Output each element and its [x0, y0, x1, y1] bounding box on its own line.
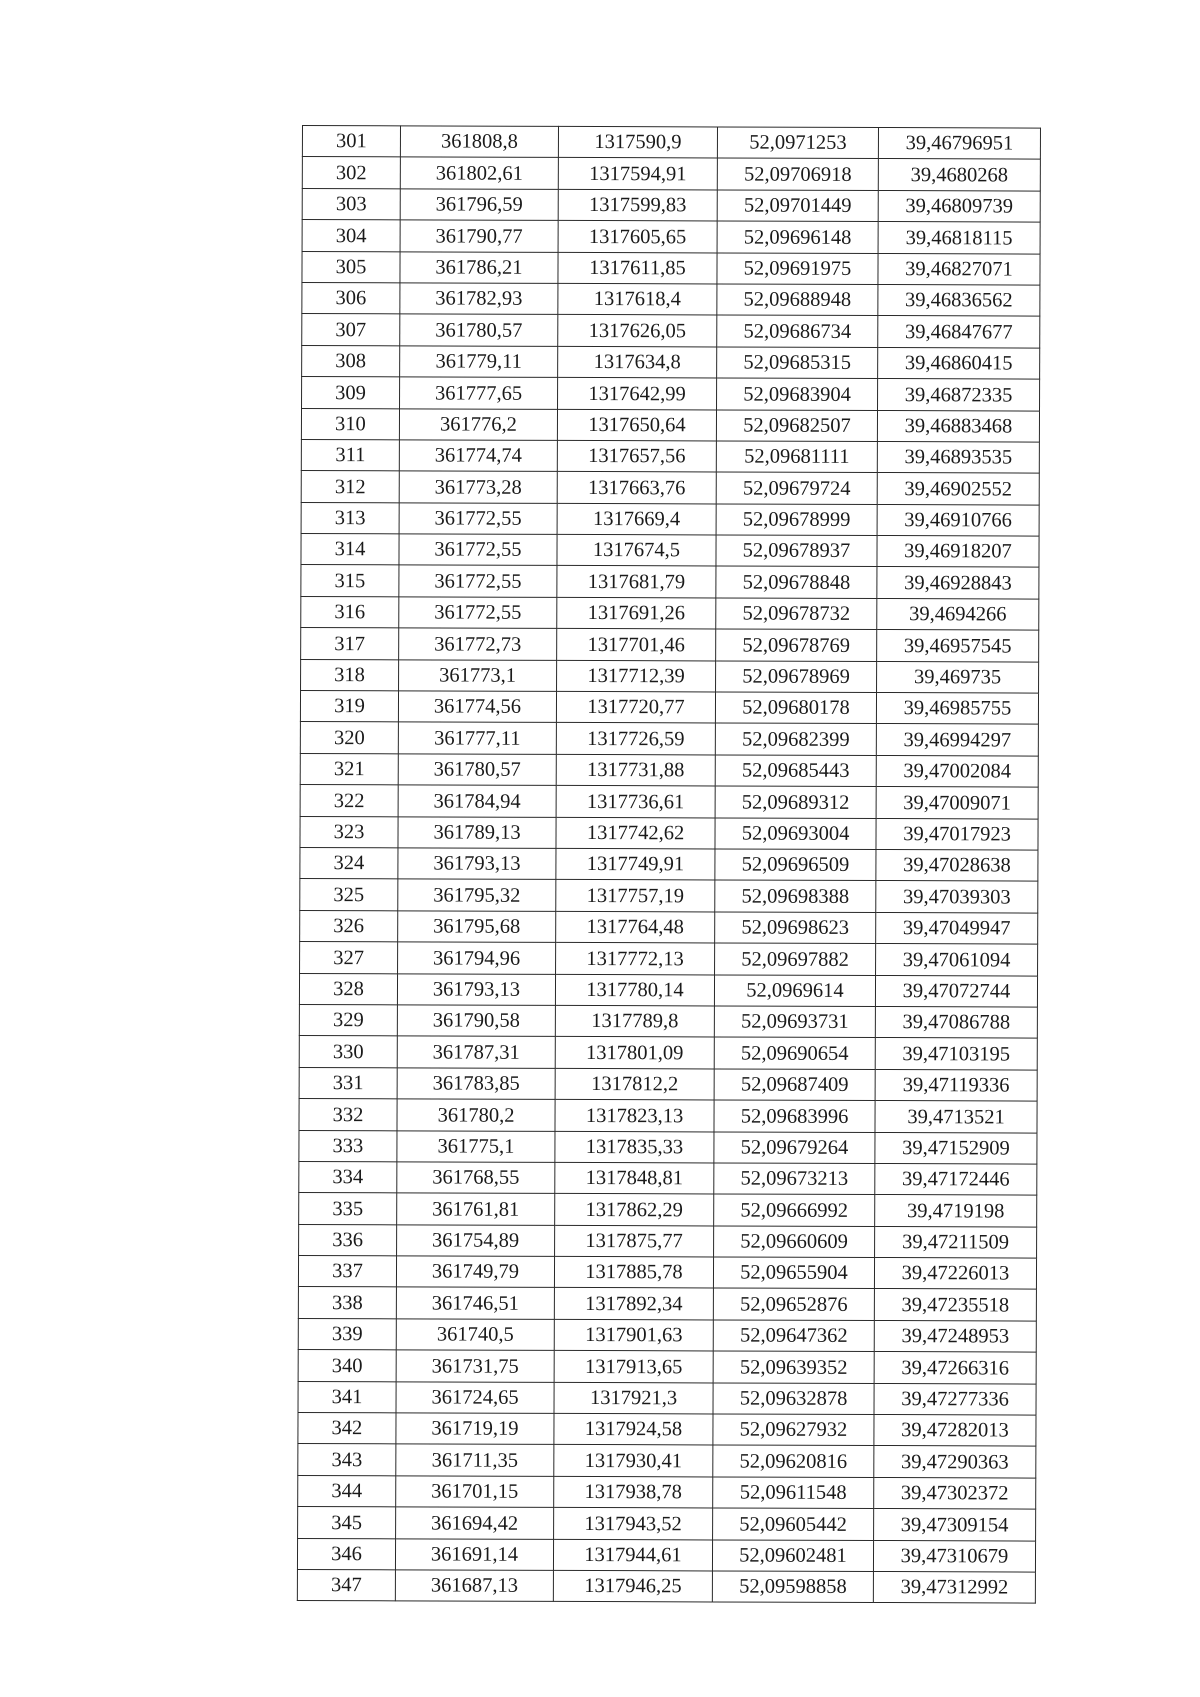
x-coordinate-cell: 361719,19: [396, 1413, 554, 1445]
y-coordinate-cell: 1317731,88: [556, 754, 715, 786]
longitude-cell: 39,46860415: [878, 347, 1040, 379]
point-number-cell: 334: [299, 1161, 397, 1193]
latitude-cell: 52,09678969: [716, 661, 877, 693]
longitude-cell: 39,47282013: [874, 1415, 1036, 1447]
latitude-cell: 52,09678848: [716, 566, 877, 598]
longitude-cell: 39,46836562: [878, 284, 1040, 316]
x-coordinate-cell: 361773,1: [399, 659, 557, 691]
y-coordinate-cell: 1317892,34: [554, 1288, 713, 1320]
latitude-cell: 52,09693731: [714, 1006, 875, 1038]
latitude-cell: 52,09673213: [714, 1163, 875, 1195]
latitude-cell: 52,09697882: [715, 943, 876, 975]
latitude-cell: 52,09678732: [716, 598, 877, 630]
y-coordinate-cell: 1317862,29: [555, 1194, 714, 1226]
table-row: [298, 1256, 1036, 1290]
table-row: [302, 345, 1040, 379]
longitude-cell: 39,46985755: [876, 693, 1038, 725]
x-coordinate-cell: 361780,57: [400, 314, 558, 346]
latitude-cell: 52,09652876: [713, 1288, 874, 1320]
table-row: [298, 1444, 1036, 1478]
y-coordinate-cell: 1317720,77: [556, 691, 715, 723]
y-coordinate-cell: 1317848,81: [555, 1162, 714, 1194]
latitude-cell: 52,0969614: [714, 974, 875, 1006]
point-number-cell: 347: [297, 1569, 395, 1601]
table-row: [302, 314, 1040, 348]
point-number-cell: 318: [301, 659, 399, 691]
y-coordinate-cell: 1317669,4: [557, 503, 716, 535]
table-row: [302, 377, 1040, 411]
table-row: [302, 188, 1040, 222]
longitude-cell: 39,47302372: [874, 1477, 1036, 1509]
table-row: [301, 439, 1039, 473]
latitude-cell: 52,09686734: [717, 315, 878, 347]
point-number-cell: 315: [301, 565, 399, 597]
x-coordinate-cell: 361694,42: [396, 1507, 554, 1539]
y-coordinate-cell: 1317913,65: [554, 1351, 713, 1383]
table-row: [300, 785, 1038, 819]
y-coordinate-cell: 1317701,46: [557, 629, 716, 661]
y-coordinate-cell: 1317924,58: [554, 1413, 713, 1445]
longitude-cell: 39,46918207: [877, 536, 1039, 568]
x-coordinate-cell: 361731,75: [396, 1350, 554, 1382]
table-row: [300, 942, 1038, 976]
longitude-cell: 39,47086788: [875, 1006, 1037, 1038]
latitude-cell: 52,09682399: [715, 723, 876, 755]
longitude-cell: 39,46809739: [878, 190, 1040, 222]
x-coordinate-cell: 361786,21: [400, 251, 558, 283]
table-row: [298, 1350, 1036, 1384]
x-coordinate-cell: 361774,56: [398, 691, 556, 723]
coordinates-table-body: [297, 126, 1040, 1604]
y-coordinate-cell: 1317875,77: [555, 1225, 714, 1257]
x-coordinate-cell: 361794,96: [398, 942, 556, 974]
point-number-cell: 333: [299, 1130, 397, 1162]
latitude-cell: 52,09698388: [715, 880, 876, 912]
point-number-cell: 343: [298, 1444, 396, 1476]
x-coordinate-cell: 361776,2: [399, 408, 557, 440]
x-coordinate-cell: 361787,31: [397, 1036, 555, 1068]
latitude-cell: 52,09681111: [716, 441, 877, 473]
longitude-cell: 39,47028638: [876, 849, 1038, 881]
longitude-cell: 39,46893535: [877, 441, 1039, 473]
longitude-cell: 39,47061094: [876, 944, 1038, 976]
y-coordinate-cell: 1317657,56: [557, 440, 716, 472]
y-coordinate-cell: 1317780,14: [555, 974, 714, 1006]
longitude-cell: 39,47002084: [876, 755, 1038, 787]
point-number-cell: 307: [302, 314, 400, 346]
latitude-cell: 52,09691975: [717, 253, 878, 285]
point-number-cell: 305: [302, 251, 400, 283]
point-number-cell: 327: [300, 942, 398, 974]
y-coordinate-cell: 1317681,79: [557, 566, 716, 598]
y-coordinate-cell: 1317605,65: [558, 221, 717, 253]
longitude-cell: 39,47039303: [876, 881, 1038, 913]
point-number-cell: 322: [300, 785, 398, 817]
x-coordinate-cell: 361802,61: [400, 157, 558, 189]
latitude-cell: 52,09696509: [715, 849, 876, 881]
longitude-cell: 39,46902552: [877, 473, 1039, 505]
y-coordinate-cell: 1317611,85: [558, 252, 717, 284]
latitude-cell: 52,09696148: [717, 221, 878, 253]
x-coordinate-cell: 361795,32: [398, 879, 556, 911]
table-row: [300, 879, 1038, 913]
latitude-cell: 52,09678999: [716, 504, 877, 536]
y-coordinate-cell: 1317742,62: [556, 817, 715, 849]
point-number-cell: 311: [301, 439, 399, 471]
x-coordinate-cell: 361754,89: [397, 1225, 555, 1257]
x-coordinate-cell: 361691,14: [395, 1538, 553, 1570]
point-number-cell: 326: [300, 910, 398, 942]
table-row: [300, 722, 1038, 756]
longitude-cell: 39,46818115: [878, 222, 1040, 254]
x-coordinate-cell: 361768,55: [397, 1162, 555, 1194]
table-row: [301, 408, 1039, 442]
point-number-cell: 342: [298, 1413, 396, 1445]
x-coordinate-cell: 361746,51: [396, 1287, 554, 1319]
y-coordinate-cell: 1317930,41: [554, 1445, 713, 1477]
longitude-cell: 39,47226013: [874, 1258, 1036, 1290]
table-row: [301, 471, 1039, 505]
x-coordinate-cell: 361711,35: [396, 1444, 554, 1476]
latitude-cell: 52,09598858: [712, 1571, 873, 1603]
longitude-cell: 39,46872335: [878, 379, 1040, 411]
latitude-cell: 52,09611548: [713, 1477, 874, 1509]
longitude-cell: 39,47172446: [875, 1163, 1037, 1195]
latitude-cell: 52,09682507: [716, 409, 877, 441]
x-coordinate-cell: 361784,94: [398, 785, 556, 817]
latitude-cell: 52,09685443: [715, 755, 876, 787]
x-coordinate-cell: 361796,59: [400, 189, 558, 221]
x-coordinate-cell: 361687,13: [395, 1570, 553, 1602]
point-number-cell: 339: [298, 1318, 396, 1350]
latitude-cell: 52,09647362: [713, 1320, 874, 1352]
y-coordinate-cell: 1317944,61: [553, 1539, 712, 1571]
point-number-cell: 329: [299, 1004, 397, 1036]
x-coordinate-cell: 361780,2: [397, 1099, 555, 1131]
longitude-cell: 39,46796951: [878, 128, 1040, 160]
latitude-cell: 52,09679264: [714, 1131, 875, 1163]
longitude-cell: 39,47211509: [875, 1226, 1037, 1258]
point-number-cell: 337: [298, 1256, 396, 1288]
point-number-cell: 344: [298, 1475, 396, 1507]
point-number-cell: 314: [301, 534, 399, 566]
table-row: [301, 628, 1039, 662]
x-coordinate-cell: 361772,55: [399, 534, 557, 566]
x-coordinate-cell: 361808,8: [400, 126, 558, 158]
point-number-cell: 332: [299, 1099, 397, 1131]
point-number-cell: 325: [300, 879, 398, 911]
point-number-cell: 308: [302, 345, 400, 377]
longitude-cell: 39,47290363: [874, 1446, 1036, 1478]
latitude-cell: 52,09655904: [713, 1257, 874, 1289]
longitude-cell: 39,4694266: [877, 598, 1039, 630]
longitude-cell: 39,47312992: [873, 1571, 1035, 1603]
coordinates-table: [297, 125, 1041, 1604]
point-number-cell: 301: [302, 126, 400, 158]
table-row: [301, 502, 1039, 536]
table-row: [301, 659, 1039, 693]
x-coordinate-cell: 361773,28: [399, 471, 557, 503]
point-number-cell: 328: [299, 973, 397, 1005]
longitude-cell: 39,47248953: [874, 1320, 1036, 1352]
table-row: [297, 1569, 1035, 1603]
longitude-cell: 39,47103195: [875, 1038, 1037, 1070]
x-coordinate-cell: 361793,13: [398, 848, 556, 880]
point-number-cell: 336: [299, 1224, 397, 1256]
table-row: [299, 1193, 1037, 1227]
y-coordinate-cell: 1317594,91: [558, 158, 717, 190]
x-coordinate-cell: 361795,68: [398, 911, 556, 943]
point-number-cell: 346: [297, 1538, 395, 1570]
y-coordinate-cell: 1317590,9: [558, 126, 717, 158]
longitude-cell: 39,46847677: [878, 316, 1040, 348]
latitude-cell: 52,09680178: [715, 692, 876, 724]
point-number-cell: 310: [301, 408, 399, 440]
y-coordinate-cell: 1317642,99: [558, 378, 717, 410]
table-row: [299, 1099, 1037, 1133]
y-coordinate-cell: 1317674,5: [557, 534, 716, 566]
point-number-cell: 340: [298, 1350, 396, 1382]
table-row: [299, 973, 1037, 1007]
y-coordinate-cell: 1317663,76: [557, 472, 716, 504]
x-coordinate-cell: 361790,77: [400, 220, 558, 252]
table-row: [301, 596, 1039, 630]
y-coordinate-cell: 1317789,8: [555, 1005, 714, 1037]
point-number-cell: 341: [298, 1381, 396, 1413]
latitude-cell: 52,09627932: [713, 1414, 874, 1446]
table-row: [302, 220, 1040, 254]
y-coordinate-cell: 1317764,48: [556, 911, 715, 943]
table-row: [298, 1413, 1036, 1447]
point-number-cell: 317: [301, 628, 399, 660]
table-row: [300, 910, 1038, 944]
y-coordinate-cell: 1317618,4: [558, 283, 717, 315]
x-coordinate-cell: 361772,55: [399, 597, 557, 629]
latitude-cell: 52,0971253: [717, 127, 878, 159]
y-coordinate-cell: 1317835,33: [555, 1131, 714, 1163]
y-coordinate-cell: 1317885,78: [554, 1256, 713, 1288]
table-row: [300, 753, 1038, 787]
table-row: [298, 1507, 1036, 1541]
y-coordinate-cell: 1317772,13: [556, 943, 715, 975]
latitude-cell: 52,09706918: [717, 158, 878, 190]
longitude-cell: 39,46994297: [876, 724, 1038, 756]
point-number-cell: 319: [300, 691, 398, 723]
table-row: [300, 847, 1038, 881]
latitude-cell: 52,09605442: [713, 1508, 874, 1540]
x-coordinate-cell: 361793,13: [397, 973, 555, 1005]
longitude-cell: 39,4680268: [878, 159, 1040, 191]
longitude-cell: 39,46883468: [877, 410, 1039, 442]
longitude-cell: 39,47266316: [874, 1352, 1036, 1384]
point-number-cell: 320: [300, 722, 398, 754]
latitude-cell: 52,09689312: [715, 786, 876, 818]
longitude-cell: 39,46910766: [877, 504, 1039, 536]
point-number-cell: 330: [299, 1036, 397, 1068]
y-coordinate-cell: 1317736,61: [556, 786, 715, 818]
y-coordinate-cell: 1317921,3: [554, 1382, 713, 1414]
x-coordinate-cell: 361790,58: [397, 1005, 555, 1037]
longitude-cell: 39,4719198: [875, 1195, 1037, 1227]
y-coordinate-cell: 1317757,19: [556, 880, 715, 912]
point-number-cell: 345: [298, 1507, 396, 1539]
point-number-cell: 304: [302, 220, 400, 252]
latitude-cell: 52,09688948: [717, 284, 878, 316]
table-row: [302, 157, 1040, 191]
latitude-cell: 52,09690654: [714, 1037, 875, 1069]
longitude-cell: 39,47049947: [876, 912, 1038, 944]
point-number-cell: 331: [299, 1067, 397, 1099]
x-coordinate-cell: 361724,65: [396, 1381, 554, 1413]
x-coordinate-cell: 361777,65: [400, 377, 558, 409]
point-number-cell: 313: [301, 502, 399, 534]
table-row: [298, 1318, 1036, 1352]
x-coordinate-cell: 361782,93: [400, 283, 558, 315]
longitude-cell: 39,47119336: [875, 1069, 1037, 1101]
table-row: [299, 1130, 1037, 1164]
table-row: [301, 565, 1039, 599]
point-number-cell: 324: [300, 847, 398, 879]
table-row: [297, 1538, 1035, 1572]
x-coordinate-cell: 361701,15: [396, 1476, 554, 1508]
y-coordinate-cell: 1317599,83: [558, 189, 717, 221]
x-coordinate-cell: 361772,55: [399, 565, 557, 597]
x-coordinate-cell: 361775,1: [397, 1130, 555, 1162]
latitude-cell: 52,09698623: [715, 912, 876, 944]
point-number-cell: 312: [301, 471, 399, 503]
x-coordinate-cell: 361783,85: [397, 1068, 555, 1100]
y-coordinate-cell: 1317626,05: [558, 315, 717, 347]
x-coordinate-cell: 361772,73: [399, 628, 557, 660]
longitude-cell: 39,47072744: [875, 975, 1037, 1007]
longitude-cell: 39,47309154: [874, 1509, 1036, 1541]
y-coordinate-cell: 1317726,59: [556, 723, 715, 755]
y-coordinate-cell: 1317749,91: [556, 848, 715, 880]
x-coordinate-cell: 361749,79: [396, 1256, 554, 1288]
table-row: [302, 282, 1040, 316]
table-row: [299, 1036, 1037, 1070]
table-row: [300, 816, 1038, 850]
point-number-cell: 321: [300, 753, 398, 785]
table-row: [302, 251, 1040, 285]
table-row: [298, 1381, 1036, 1415]
point-number-cell: 338: [298, 1287, 396, 1319]
latitude-cell: 52,09678937: [716, 535, 877, 567]
x-coordinate-cell: 361761,81: [397, 1193, 555, 1225]
table-row: [300, 691, 1038, 725]
point-number-cell: 302: [302, 157, 400, 189]
table-row: [302, 126, 1040, 160]
point-number-cell: 316: [301, 596, 399, 628]
table-row: [298, 1287, 1036, 1321]
longitude-cell: 39,46827071: [878, 253, 1040, 285]
latitude-cell: 52,09685315: [717, 347, 878, 379]
table-row: [299, 1067, 1037, 1101]
latitude-cell: 52,09683996: [714, 1100, 875, 1132]
table-row: [301, 534, 1039, 568]
x-coordinate-cell: 361772,55: [399, 503, 557, 535]
longitude-cell: 39,46957545: [877, 630, 1039, 662]
y-coordinate-cell: 1317634,8: [558, 346, 717, 378]
y-coordinate-cell: 1317801,09: [555, 1037, 714, 1069]
longitude-cell: 39,469735: [877, 661, 1039, 693]
point-number-cell: 306: [302, 282, 400, 314]
y-coordinate-cell: 1317650,64: [557, 409, 716, 441]
latitude-cell: 52,09620816: [713, 1445, 874, 1477]
latitude-cell: 52,09687409: [714, 1069, 875, 1101]
y-coordinate-cell: 1317946,25: [553, 1570, 712, 1602]
y-coordinate-cell: 1317691,26: [557, 597, 716, 629]
x-coordinate-cell: 361777,11: [398, 722, 556, 754]
latitude-cell: 52,09693004: [715, 818, 876, 850]
table-row: [299, 1224, 1037, 1258]
x-coordinate-cell: 361740,5: [396, 1319, 554, 1351]
point-number-cell: 335: [299, 1193, 397, 1225]
x-coordinate-cell: 361789,13: [398, 816, 556, 848]
latitude-cell: 52,09678769: [716, 629, 877, 661]
table-row: [299, 1161, 1037, 1195]
longitude-cell: 39,47310679: [873, 1540, 1035, 1572]
longitude-cell: 39,47009071: [876, 787, 1038, 819]
y-coordinate-cell: 1317712,39: [557, 660, 716, 692]
latitude-cell: 52,09679724: [716, 472, 877, 504]
point-number-cell: 309: [302, 377, 400, 409]
x-coordinate-cell: 361779,11: [400, 346, 558, 378]
longitude-cell: 39,47017923: [876, 818, 1038, 850]
point-number-cell: 303: [302, 188, 400, 220]
point-number-cell: 323: [300, 816, 398, 848]
longitude-cell: 39,47277336: [874, 1383, 1036, 1415]
x-coordinate-cell: 361780,57: [398, 754, 556, 786]
longitude-cell: 39,47152909: [875, 1132, 1037, 1164]
y-coordinate-cell: 1317943,52: [554, 1508, 713, 1540]
table-row: [299, 1004, 1037, 1038]
y-coordinate-cell: 1317823,13: [555, 1099, 714, 1131]
table-row: [298, 1475, 1036, 1509]
latitude-cell: 52,09602481: [712, 1540, 873, 1572]
latitude-cell: 52,09666992: [714, 1194, 875, 1226]
latitude-cell: 52,09701449: [717, 190, 878, 222]
y-coordinate-cell: 1317812,2: [555, 1068, 714, 1100]
longitude-cell: 39,4713521: [875, 1101, 1037, 1133]
y-coordinate-cell: 1317938,78: [554, 1476, 713, 1508]
latitude-cell: 52,09683904: [717, 378, 878, 410]
longitude-cell: 39,47235518: [874, 1289, 1036, 1321]
latitude-cell: 52,09639352: [713, 1351, 874, 1383]
x-coordinate-cell: 361774,74: [399, 440, 557, 472]
y-coordinate-cell: 1317901,63: [554, 1319, 713, 1351]
latitude-cell: 52,09660609: [714, 1226, 875, 1258]
longitude-cell: 39,46928843: [877, 567, 1039, 599]
latitude-cell: 52,09632878: [713, 1383, 874, 1415]
